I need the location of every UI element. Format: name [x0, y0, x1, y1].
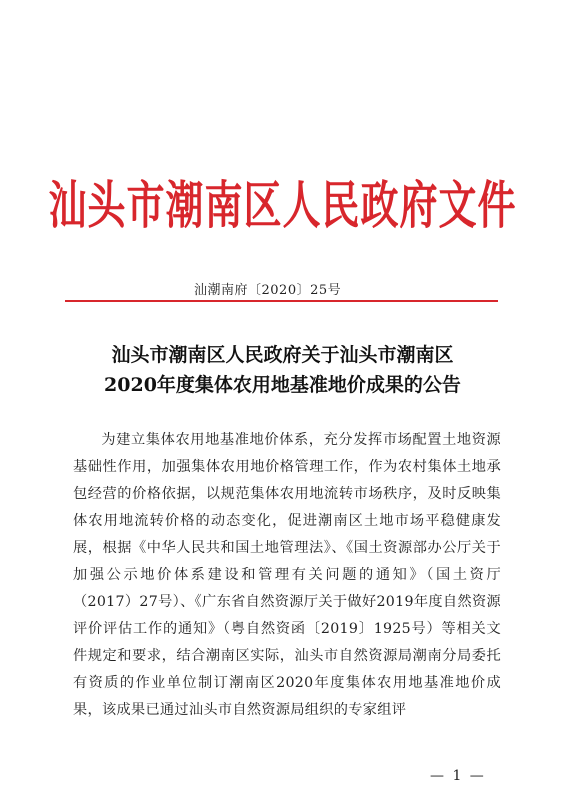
notice-title-line-1: 汕头市潮南区人民政府关于汕头市潮南区: [111, 344, 454, 366]
page-number: — 1 —: [430, 768, 486, 784]
notice-title-line-2: 2020年度集体农用地基准地价成果的公告: [104, 374, 461, 396]
notice-title: [0, 340, 565, 400]
document-header-title: 汕头市潮南区人民政府文件: [48, 175, 517, 235]
body-paragraph: 为建立集体农用地基准地价体系，充分发挥市场配置土地资源基础性作用，加强集体农用地价格管理工作，作为农村集体土地承包经营的价格依据，以规范集体农用地流转市场秩序，及时反映集体农用地流转价格的动态变化，促进潮南区土地市场平稳健康发展，根据《中华人民共和国土地管理法》、《国土资源部办公厅关于加强公示地价体系建设和管理有关问题的通知》（国土资厅（2017）27号）、《广东省自然资源厅关于做好2019年度自然资源评价评估工作的通知》（粤自然资函〔2019〕1925号）等相关文件规定和要求，结合潮南区实际，汕头市自然资源局潮南分局委托有资质的作业单位制订潮南区2020年度集体农用地基准地价成果，该成果已通过汕头市自然资源局组织的专家组评: [73, 432, 501, 718]
document-number: 汕潮南府〔2020〕25号: [194, 283, 342, 298]
red-divider-line: [65, 300, 498, 302]
